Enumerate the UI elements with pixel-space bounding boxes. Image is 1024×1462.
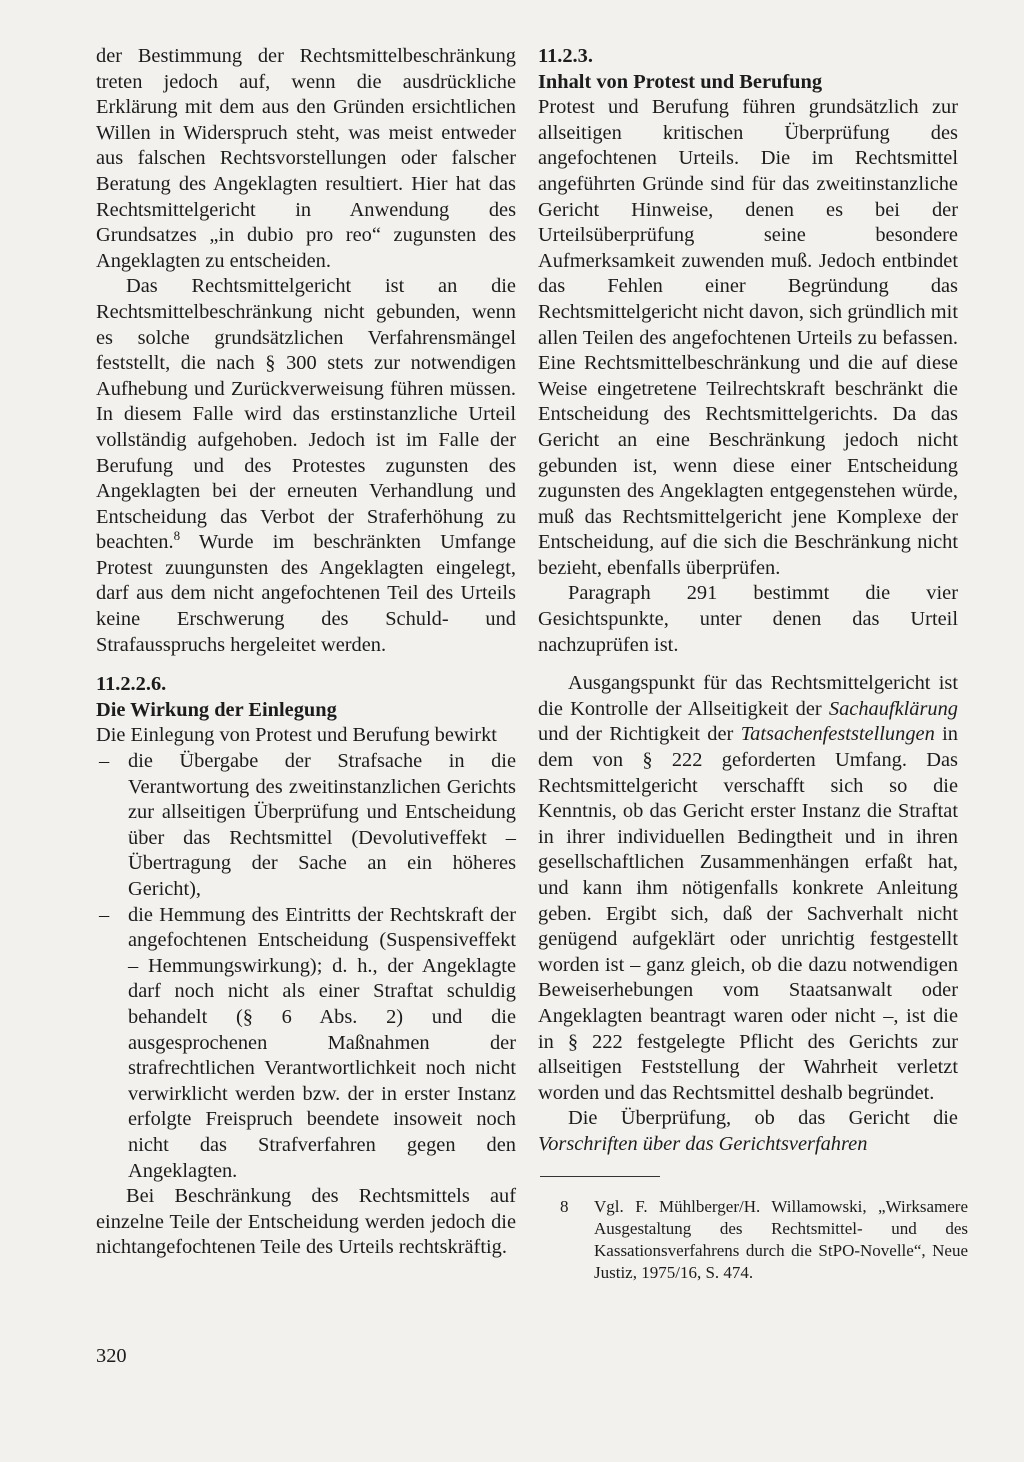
left-paragraph-2-text-b: Wurde im beschränkten Umfange Protest zuungunsten des Angeklagten eingelegt, darf aus dem nicht angefochtenen Teil des Urteils keine Erschwerung des Schuld- und Strafausspruchs hergeleitet werden. — [96, 531, 516, 656]
footnote-text: Vgl. F. Mühlberger/H. Willamowski, „Wirksamere Ausgestaltung des Rechtsmittel- und des Kassationsverfahrens durch die StPO-Novelle“, Neue Justiz, 1975/16, S. 474. — [594, 1197, 968, 1282]
italic-term-tatsachenfeststellungen: Tatsachenfeststellungen — [740, 723, 935, 746]
page-number: 320 — [96, 1345, 127, 1367]
effects-list — [96, 749, 516, 1184]
section-number-11-2-3: 11.2.3. — [538, 45, 593, 67]
right-paragraph-4 — [538, 1106, 958, 1157]
list-item-text: die Übergabe der Strafsache in die Verantwortung des zweitinstanzlichen Gerichts zur allseitigen Überprüfung und Entscheidung über das Rechtsmittel (Devolutiveffekt – Übertragung der Sache an ein höheres Gericht), — [128, 750, 516, 900]
right-paragraph-3 — [538, 671, 958, 1106]
footnote-divider — [540, 1176, 660, 1177]
section-title-wirkung: Die Wirkung der Einlegung — [96, 698, 337, 721]
dash-marker: – — [99, 903, 110, 926]
right-paragraph-4-text: Die Überprüfung, ob das Gericht die — [568, 1107, 958, 1130]
right-paragraph-3-text-b: und der Richtigkeit der — [538, 723, 741, 746]
left-paragraph-1: der Bestimmung der Rechtsmittelbeschränkung treten jedoch auf, wenn die ausdrückliche Erklärung mit dem aus den Gründen ersichtlichen Willen in Widerspruch steht, was meist entweder aus falschen Rechtsvorstellungen oder falscher Beratung des Angeklagten resultiert. Hier hat das Rechtsmittelgericht in Anwendung des Grundsatzes „in dubio pro reo“ zugunsten des Angeklagten zu entscheiden. — [96, 45, 516, 272]
list-item — [96, 903, 516, 1185]
right-paragraph-3-text-c: in dem von § 222 geforderten Umfang. Das Rechtsmittelgericht verschafft sich so die Kenntnis, ob das Gericht erster Instanz die Straftat in ihrer individuellen Bedingtheit und in ihren gesellschaftlichen Zusammenhängen erfaßt hat, und kann ihm nötigenfalls konkrete Anleitung geben. Ergibt sich, daß der Sachverhalt nicht genügend aufgeklärt oder unrichtig festgestellt worden ist – ganz gleich, ob die dazu notwendigen Beweiserhebungen vom Staatsanwalt oder Angeklagten beantragt waren oder nicht –, ist die in § 222 festgelegte Pflicht des Gerichts zur allseitigen Feststellung der Wahrheit verletzt worden und das Rechtsmittel deshalb begründet. — [538, 723, 958, 1104]
footnote — [560, 1196, 968, 1284]
left-paragraph-2 — [96, 274, 516, 658]
footnote-number: 8 — [560, 1197, 569, 1216]
right-paragraph-2: Paragraph 291 bestimmt die vier Gesichtspunkte, unter denen das Urteil nachzuprüfen ist. — [538, 582, 958, 656]
left-paragraph-2-text-a: Das Rechtsmittelgericht ist an die Rechtsmittelbeschränkung nicht gebunden, wenn es solche grundsätzlichen Verfahrensmängel feststellt, die nach § 300 stets zur notwendigen Aufhebung und Zurückverweisung führen müssen. In diesem Falle wird das erstinstanzliche Urteil vollständig aufgehoben. Jedoch ist im Falle der Berufung und des Protestes zugunsten des Angeklagten bei der erneuten Verhandlung und Entscheidung das Verbot der Straferhöhung zu beachten. — [96, 275, 516, 554]
left-paragraph-3: Bei Beschränkung des Rechtsmittels auf einzelne Teile der Entscheidung werden jedoch die nichtangefochtenen Teile des Urteils rechtskräftig. — [96, 1185, 516, 1259]
right-column — [538, 44, 958, 1158]
list-item-text: die Hemmung des Eintritts der Rechtskraft der angefochtenen Entscheidung (Suspensiveffekt – Hemmungswirkung); d. h., der Angeklagte darf noch nicht als einer Straftat schuldig behandelt (§ 6 Abs. 2) und die ausgesprochenen Maßnahmen der strafrechtlichen Verantwortlichkeit noch nicht verwirklicht werden bzw. der in erster Instanz erfolgte Freispruch beendete insoweit noch nicht das Strafverfahren gegen den Angeklagten. — [128, 903, 516, 1182]
section-title-inhalt: Inhalt von Protest und Berufung — [538, 70, 823, 93]
italic-term-vorschriften: Vorschriften über das Gerichtsverfahren — [538, 1132, 868, 1155]
footnote-reference: 8 — [173, 528, 181, 544]
dash-marker: – — [99, 750, 110, 773]
left-column — [96, 44, 516, 1261]
list-item — [96, 749, 516, 903]
right-paragraph-3-text-a: Ausgangspunkt für das Rechtsmittelgericht ist die Kontrolle der Allseitigkeit der — [538, 672, 958, 720]
right-paragraph-1: Protest und Berufung führen grundsätzlich zur allseitigen kritischen Überprüfung des angefochtenen Urteils. Die im Rechtsmittel angeführten Gründe sind für das zweitinstanzliche Gericht Hinweise, denen es bei der Urteilsüberprüfung seine besondere Aufmerksamkeit zuwenden muß. Jedoch entbindet das Fehlen einer Begründung das Rechtsmittelgericht nicht davon, sich gründlich mit allen Teilen des angefochtenen Urteils zu befassen. Eine Rechtsmittelbeschränkung und die auf diese Weise eingetretene Teilrechtskraft beschränkt die Entscheidung des Rechtsmittelgerichts. Da das Gericht an eine Beschränkung jedoch nicht gebunden ist, wenn diese einer Entscheidung zugunsten des Angeklagten entgegenstehen würde, muß das Rechtsmittelgericht jene Komplexe der Entscheidung, auf die sich die Beschränkung nicht bezieht, ebenfalls überprüfen. — [538, 96, 958, 579]
left-intro: Die Einlegung von Protest und Berufung bewirkt — [96, 724, 497, 747]
italic-term-sachaufklaerung: Sachaufklärung — [828, 697, 958, 720]
section-number-11-2-2-6: 11.2.2.6. — [96, 673, 167, 696]
